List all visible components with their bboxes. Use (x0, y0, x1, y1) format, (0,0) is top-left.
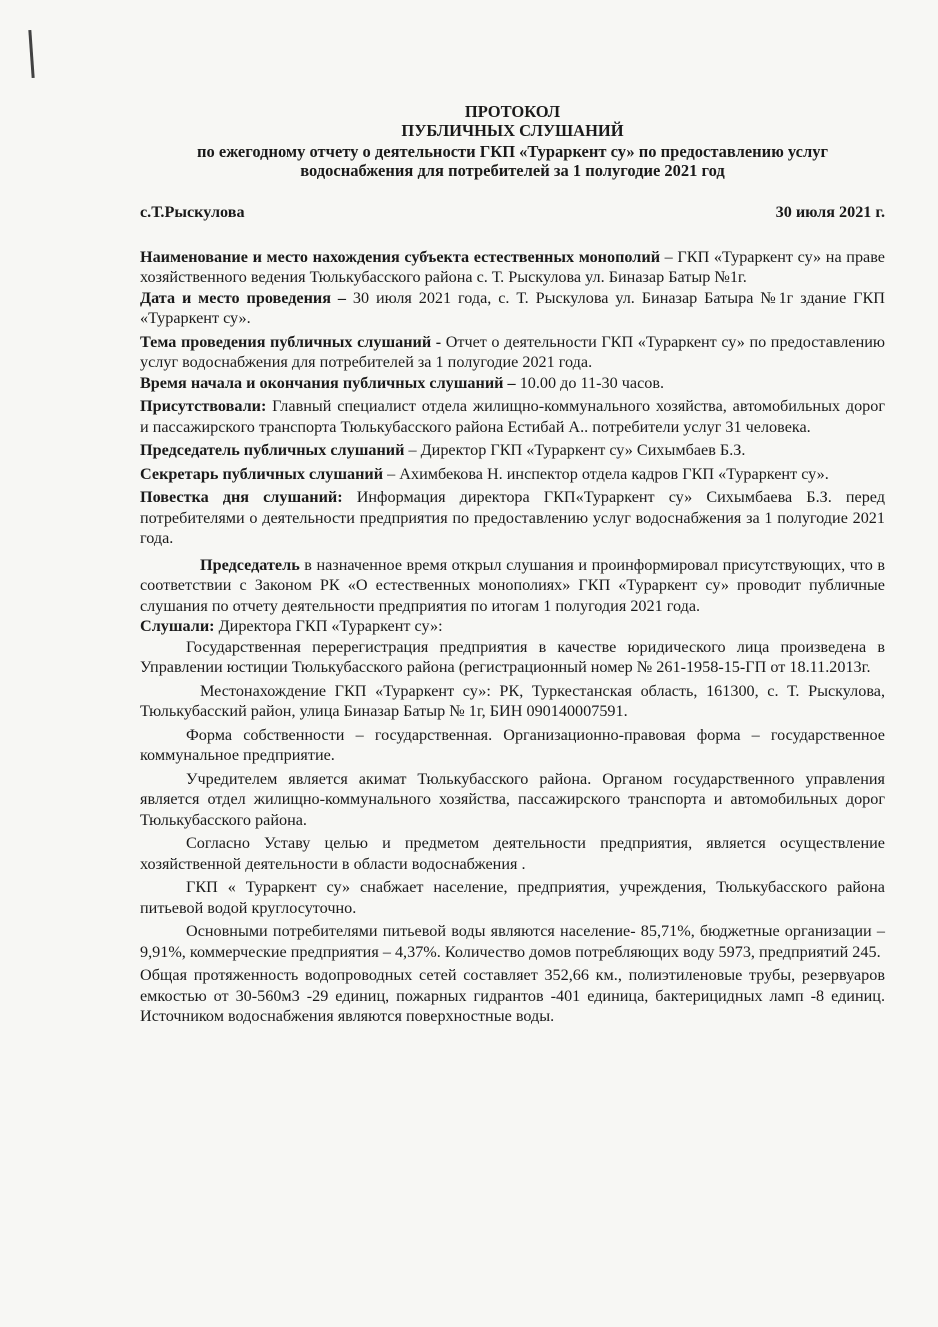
para-founder: Учредителем является акимат Тюлькубасского района. Органом государственного управления является отдел жилищно-коммунального хозяйства, пассажирского транспорта и автомобильных дорог Тюлькубасского района. (140, 769, 885, 829)
field-datetime (140, 288, 885, 329)
para-heard-value: Директора ГКП «Тураркент су»: (214, 617, 443, 635)
report-body (140, 555, 885, 1027)
doc-subtitle-2: водоснабжения для потребителей за 1 полугодие 2021 год (300, 161, 725, 180)
field-subject-value: – ГКП «Тураркент су» на праве хозяйственного ведения Тюлькубасского района с. Т. Рыскулова ул. Биназар Батыр №1г. (140, 247, 885, 286)
field-time-label: Время начала и окончания публичных слушаний – (140, 373, 516, 392)
doc-title-2: ПУБЛИЧНЫХ СЛУШАНИЙ (401, 121, 624, 140)
field-topic-label: Тема проведения публичных слушаний - (140, 332, 442, 351)
para-network: Общая протяженность водопроводных сетей составляет 352,66 км., полиэтиленовые трубы, резервуаров емкостью от 30-560м3 -29 единиц, пожарных гидрантов -401 единица, бактерицидных ламп -8 единиц. Источником водоснабжения являются поверхностные воды. (140, 966, 885, 1025)
field-subject-label: Наименование и место нахождения субъекта естественных монополий (140, 247, 661, 266)
field-time-value: 10.00 до 11-30 часов. (515, 373, 665, 392)
para-heard (140, 616, 885, 637)
field-agenda (140, 487, 885, 549)
field-time (140, 373, 885, 394)
field-secretary-label: Секретарь публичных слушаний (140, 464, 384, 483)
para-charter: Согласно Уставу целью и предметом деятельности предприятия, является осуществление хозяйственной деятельности в области водоснабжения . (140, 834, 885, 873)
field-present (140, 396, 885, 437)
place-date-row (140, 202, 885, 223)
field-datetime-label: Дата и место проведения – (140, 288, 346, 307)
field-datetime-value: 30 июля 2021 года, с. Т. Рыскулова ул. Биназар Батыра №1г здание ГКП «Тураркент су». (140, 288, 885, 327)
para-supply: ГКП « Тураркент су» снабжает население, предприятия, учреждения, Тюлькубасского района питьевой водой круглосуточно. (140, 878, 885, 917)
para-chair-open-text: в назначенное время открыл слушания и проинформировал присутствующих, что в соответствии с Законом РК «О естественных монополиях» ГКП «Тураркент су» проводит публичные слушания по отчету деятельности предприятия по итогам 1 полугодия 2021 года. (140, 555, 885, 615)
field-chair (140, 440, 885, 461)
scan-pen-mark (28, 30, 34, 78)
doc-place: с.Т.Рыскулова (140, 203, 245, 221)
field-agenda-value: Информация директора ГКП«Тураркент су» Сихымбаева Б.З. перед потребителями о деятельности предприятия по предоставлению услуг водоснабжения за 1 полугодие 2021 года. (140, 488, 886, 547)
field-present-value: Главный специалист отдела жилищно-коммунального хозяйства, автомобильных дорог и пассажирского транспорта Тюлькубасского района Естибай А.. потребители услуг 31 человека. (140, 397, 885, 436)
para-ownership: Форма собственности – государственная. Организационно-правовая форма – государственное коммунальное предприятие. (140, 725, 885, 764)
field-secretary (140, 464, 885, 485)
field-secretary-value: – Ахимбекова Н. инспектор отдела кадров ГКП «Тураркент су». (383, 464, 829, 483)
doc-subtitle: по ежегодному отчету о деятельности ГКП «Тураркент су» по предоставлению услуг (196, 142, 828, 161)
header-fields (140, 247, 885, 549)
field-topic-value: Отчет о деятельности ГКП «Тураркент су» по предоставлению услуг водоснабжения для потребителей за 1 полугодие 2021 года. (140, 332, 885, 371)
field-chair-label: Председатель публичных слушаний (140, 441, 405, 459)
field-agenda-label: Повестка дня слушаний: (140, 488, 343, 506)
para-registration: Государственная перерегистрация предприятия в качестве юридического лица произведена в Управлении юстиции Тюлькубасского района (регистрационный номер № 261-1958-15-ГП от 18.11.2013г. (140, 637, 885, 676)
field-chair-value: – Директор ГКП «Тураркент су» Сихымбаев Б.З. (404, 441, 746, 459)
para-location: Местонахождение ГКП «Тураркент су»: РК, Туркестанская область, 161300, с. Т. Рыскулова, Тюлькубасский район, улица Биназар Батыр № 1г, БИН 090140007591. (140, 681, 885, 720)
field-subject (140, 247, 885, 288)
para-chair-open (140, 555, 885, 617)
doc-date: 30 июля 2021 г. (775, 203, 885, 221)
document-page (140, 102, 885, 1027)
field-topic (140, 332, 885, 373)
para-heard-label: Слушали: (140, 617, 215, 635)
doc-title: ПРОТОКОЛ (464, 102, 561, 121)
para-chair-open-label: Председатель (200, 555, 300, 574)
field-present-label: Присутствовали: (140, 397, 267, 415)
para-consumers: Основными потребителями питьевой воды являются население- 85,71%, бюджетные организации – 9,91%, коммерческие предприятия – 4,37%. Количество домов потребляющих воду 5973, предприятий 245. (140, 922, 885, 961)
